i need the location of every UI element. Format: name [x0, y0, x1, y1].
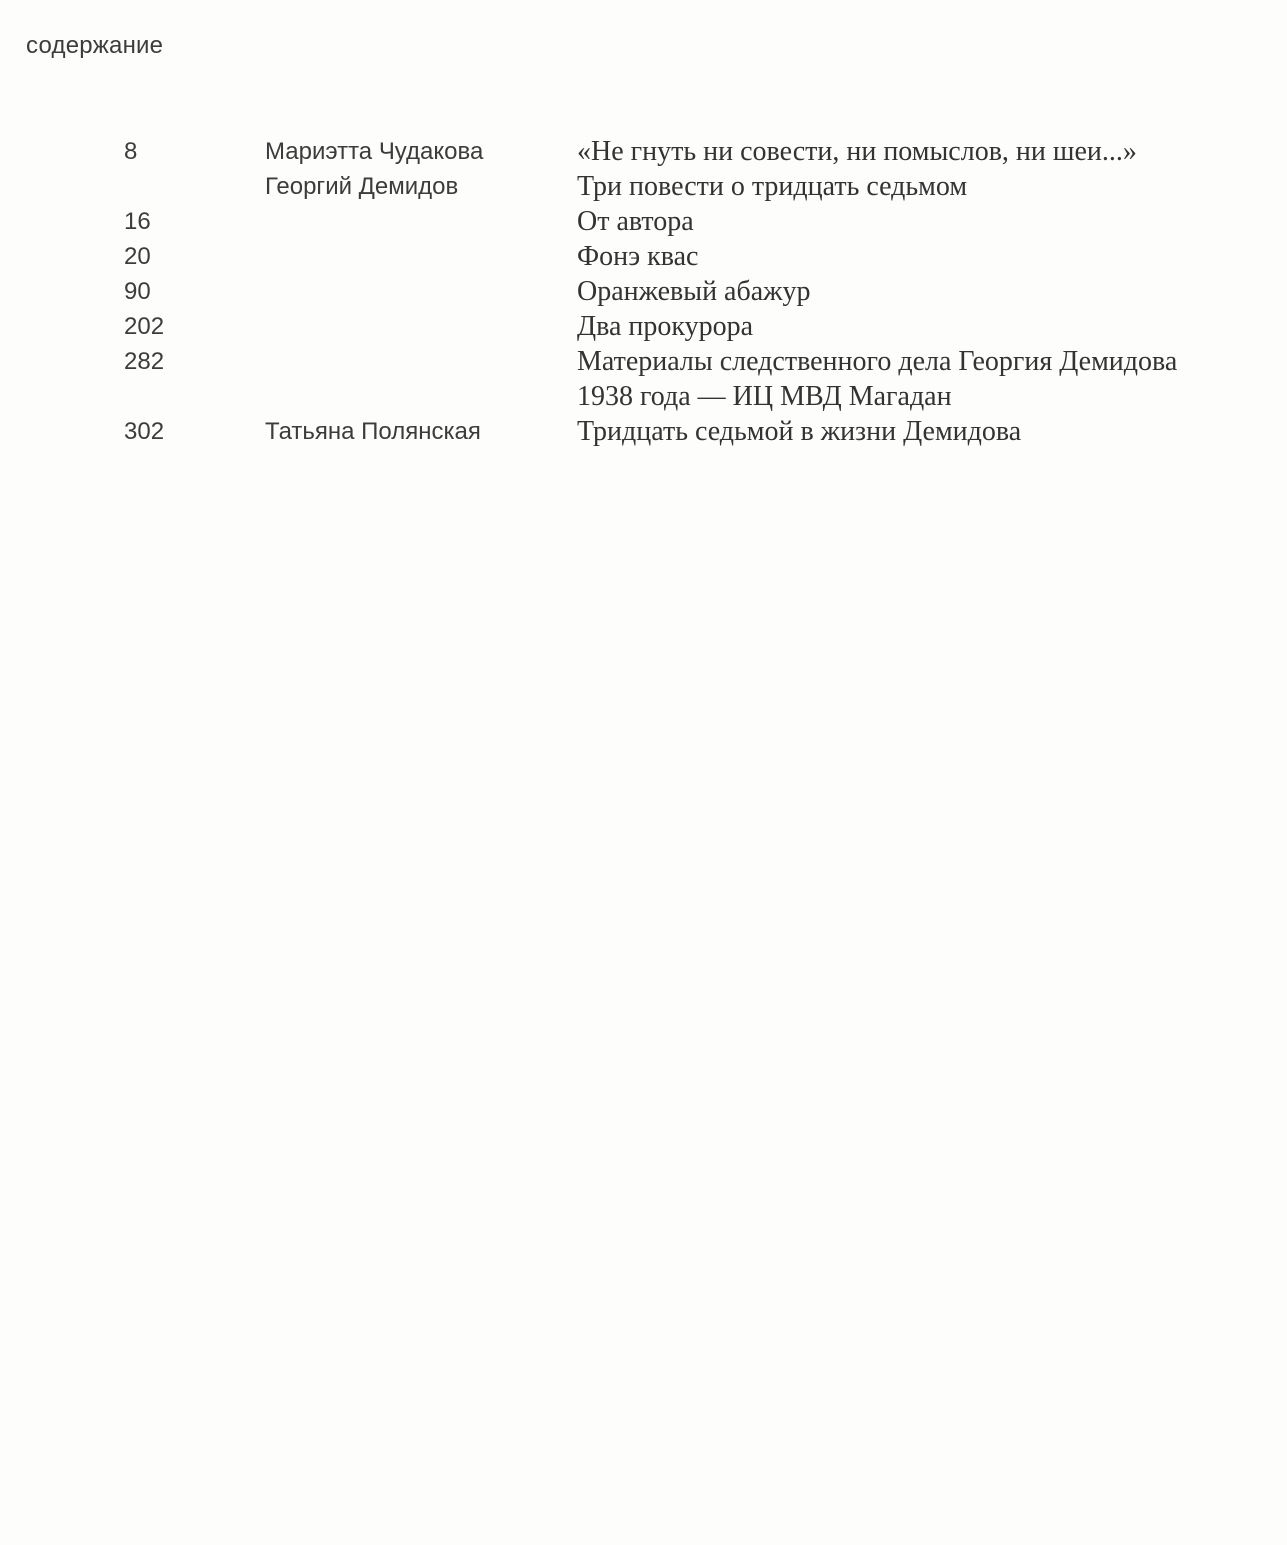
toc-entry [0, 134, 1287, 169]
toc-entry [0, 274, 1287, 309]
toc-title: Два прокурора [577, 311, 753, 342]
toc-entry [0, 414, 1287, 449]
toc-author: Мариэтта Чудакова [265, 138, 484, 165]
toc-page-number: 16 [124, 208, 151, 235]
toc-page-number: 302 [124, 418, 165, 445]
toc-author: Татьяна Полянская [265, 418, 481, 445]
toc-title: Тридцать седьмой в жизни Демидова [577, 416, 1022, 447]
table-of-contents [0, 134, 1287, 449]
toc-entry [0, 204, 1287, 239]
toc-entry [0, 169, 1287, 204]
toc-entry [0, 309, 1287, 344]
toc-page-number: 282 [124, 348, 165, 375]
toc-entry [0, 239, 1287, 274]
toc-author: Георгий Демидов [265, 173, 459, 200]
toc-title: Три повести о тридцать седьмом [577, 171, 968, 202]
toc-entry [0, 344, 1287, 414]
toc-page-number: 90 [124, 278, 151, 305]
toc-title: От автора [577, 206, 694, 237]
page-header: содержание [26, 32, 164, 59]
toc-title: Оранжевый абажур [577, 276, 811, 307]
toc-page-number: 20 [124, 243, 151, 270]
toc-title: Материалы следственного дела Георгия Демидова 1938 года — ИЦ МВД Магадан [577, 346, 1178, 412]
toc-page-number: 8 [124, 138, 138, 165]
toc-title: «Не гнуть ни совести, ни помыслов, ни шеи...» [577, 136, 1137, 167]
toc-page-number: 202 [124, 313, 165, 340]
toc-title: Фонэ квас [577, 241, 699, 272]
